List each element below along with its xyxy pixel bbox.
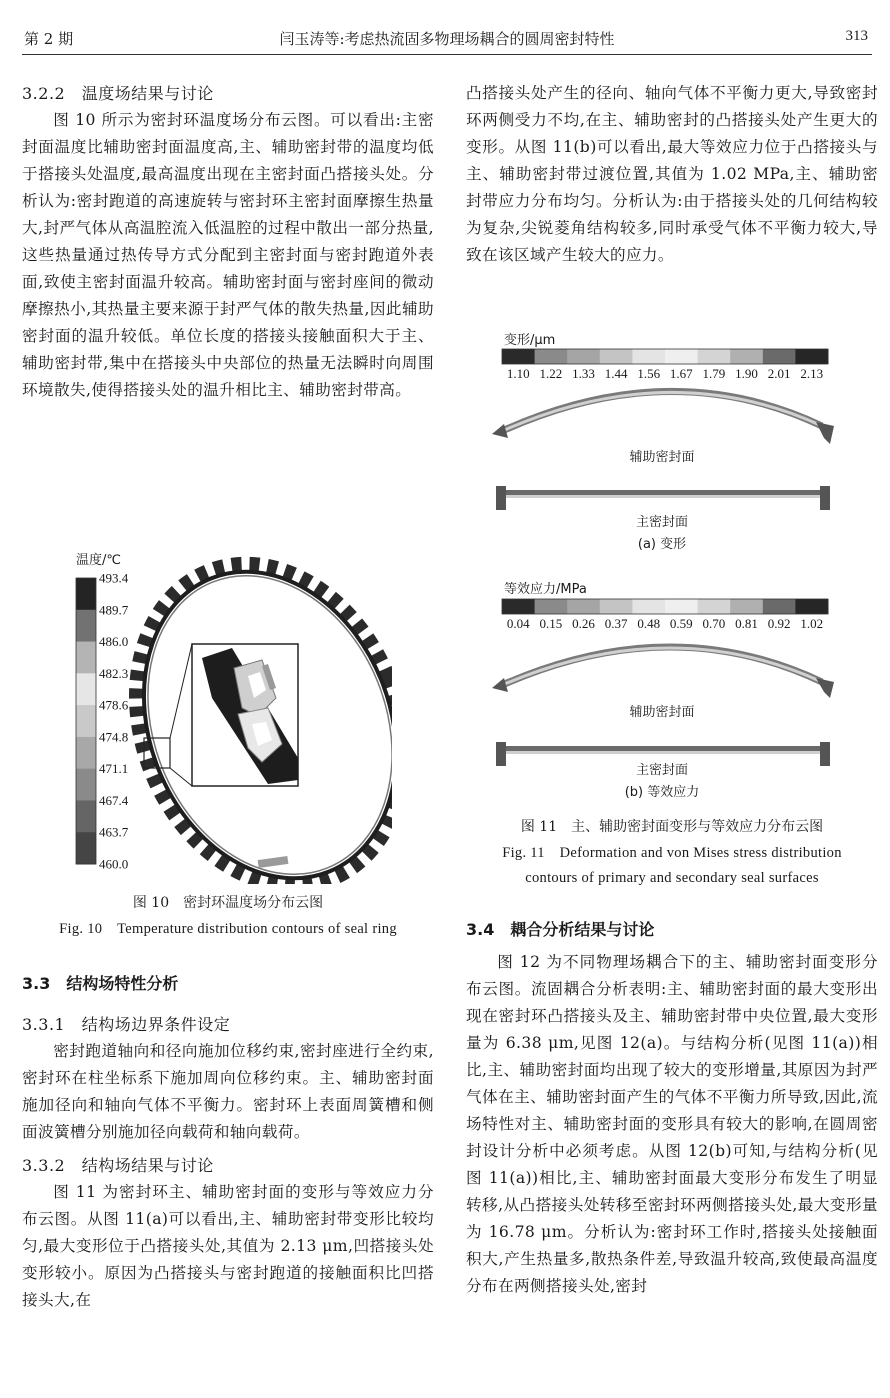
fig10-colorbar-segment [76, 737, 96, 769]
fig11a-subcaption: (a) 变形 [637, 537, 687, 552]
header-rule [22, 54, 872, 55]
fig11-tick-label: 0.59 [669, 616, 693, 631]
fig10-detail-inset [192, 644, 298, 786]
paragraph-structure-results: 图 11 为密封环主、辅助密封面的变形与等效应力分布云图。从图 11(a)可以看出,主、辅助密封带变形比较均匀,最大变形位于凸搭接头处,其值为 2.13 μm,凹搭接头处变形较小。原因为凸搭接头与密封跑道的接触面积比凹搭接头大,在 [22, 1183, 434, 1309]
fig11-tick-label: 0.04 [506, 616, 530, 631]
left-column-lower [22, 970, 434, 1314]
fig11-colorbar-segment [665, 599, 698, 614]
section-3-2-2-heading: 3.2.2 温度场结果与讨论 [22, 84, 214, 103]
fig10-tick-label: 493.4 [99, 570, 129, 586]
section-3-3-heading: 3.3 结构场特性分析 [22, 974, 179, 993]
fig10-tick-label: 460.0 [99, 856, 129, 872]
figure-11-captions [466, 816, 878, 891]
fig11-tick-label: 1.44 [604, 366, 628, 381]
fig10-tick-label: 486.0 [99, 634, 129, 650]
fig11-colorbar-segment [763, 349, 796, 364]
fig11a-main-label: 主密封面 [635, 515, 689, 530]
fig11a-colorbar [502, 349, 829, 364]
fig11-tick-label: 2.01 [767, 366, 791, 381]
paragraph-temperature-discussion: 图 10 所示为密封环温度场分布云图。可以看出:主密封面温度比辅助密封面温度高,主、辅助密封带的温度均低于搭接头处温度,最高温度出现在主密封面凸搭接头处。分析认为:密封跑道的高速旋转与密封环主密封面摩擦生热量大,封严气体从高温腔流入低温腔的过程中散出一部分热量,这些热量通过热传导方式分配到主密封面与密封跑道外表面,致使主密封面温升较高。辅助密封面与密封座间的微动摩擦热小,其热量主要来源于封严气体的散失热量,因此辅助密封面的温升较低。单位长度的搭接头接触面积大于主、辅助密封带,集中在搭接头中央部位的热量无法瞬时向周围环境散失,使得搭接头处的温升相比主、辅助密封带高。 [22, 111, 434, 399]
running-title: 闫玉涛等:考虑热流固多物理场耦合的圆周密封特性 [279, 30, 615, 48]
fig10-tick-label: 471.1 [99, 761, 129, 777]
fig10-caption-cn: 图 10 密封环温度场分布云图 [132, 895, 324, 911]
fig10-tick-label: 478.6 [99, 697, 129, 713]
fig10-tick-labels [99, 571, 129, 872]
fig11-caption-en-line2: contours of primary and secondary seal surfaces [525, 870, 819, 886]
fig11-tick-label: 1.56 [637, 366, 661, 381]
section-3-3-1-heading: 3.3.1 结构场边界条件设定 [22, 1015, 231, 1034]
right-column [466, 80, 878, 269]
section-3-4-heading: 3.4 耦合分析结果与讨论 [466, 920, 655, 939]
figure-11 [482, 326, 858, 806]
fig11a-main-surface [496, 486, 830, 510]
fig11-tick-label: 0.37 [604, 616, 628, 631]
fig10-colorbar-segment [76, 705, 96, 737]
fig10-tick-label: 474.8 [99, 729, 129, 745]
fig10-colorbar-segment [76, 642, 96, 674]
fig10-colorbar-segment [76, 800, 96, 832]
fig11-tick-label: 0.26 [572, 616, 595, 631]
fig10-caption-en: Fig. 10 Temperature distribution contours of seal ring [59, 921, 397, 937]
fig11-tick-label: 0.15 [539, 616, 563, 631]
fig11-tick-label: 2.13 [800, 366, 824, 381]
fig11a-tick-labels [507, 366, 823, 381]
fig11-caption-cn: 图 11 主、辅助密封面变形与等效应力分布云图 [520, 819, 824, 835]
fig11b-auxiliary-surface [492, 647, 834, 698]
fig11a-aux-label: 辅助密封面 [629, 450, 695, 465]
fig11-colorbar-segment [600, 599, 633, 614]
fig11-tick-label: 1.22 [539, 366, 563, 381]
fig11-colorbar-segment [502, 599, 535, 614]
fig10-colorbar-segment [76, 610, 96, 642]
fig11-colorbar-segment [567, 349, 600, 364]
fig10-tick-label: 489.7 [99, 602, 129, 618]
fig11-colorbar-segment [730, 599, 763, 614]
fig11-colorbar-segment [795, 349, 828, 364]
figure-10-captions [22, 892, 434, 942]
fig10-colorbar-segment [76, 673, 96, 705]
fig11b-tick-labels [507, 616, 823, 631]
fig11-colorbar-segment [795, 599, 828, 614]
issue-number: 第 2 期 [24, 30, 74, 48]
page-number: 313 [845, 28, 868, 44]
fig11-colorbar-segment [730, 349, 763, 364]
fig11-tick-label: 1.90 [735, 366, 758, 381]
fig11-tick-label: 0.48 [637, 616, 661, 631]
fig11-colorbar-segment [600, 349, 633, 364]
fig11-colorbar-segment [502, 349, 535, 364]
fig10-colorbar [76, 578, 96, 865]
left-column [22, 80, 434, 404]
fig11-colorbar-segment [535, 599, 568, 614]
fig11-colorbar-segment [632, 349, 665, 364]
fig11-colorbar-segment [698, 349, 731, 364]
fig10-tick-label: 467.4 [99, 792, 129, 808]
fig11-tick-label: 1.33 [572, 366, 595, 381]
fig11b-legend-title: 等效应力/MPa [504, 582, 587, 597]
paragraph-coupled-analysis: 图 12 为不同物理场耦合下的主、辅助密封面变形分布云图。流固耦合分析表明:主、辅助密封面的最大变形出现在密封环凸搭接头及主、辅助密封带中央位置,最大变形量为 6.38 μm,见图 12(a)。与结构分析(见图 11(a))相比,主、辅助密封面均出现了较大的变形增量,其原因为封严气体在主、辅助密封面产生的气体不平衡力所导致,因此,流场特性对主、辅助密封面的变形具有较大的影响,在圆周密封设计分析中必须考虑。从图 12(b)可知,与结构分析(见图 11(a))相比,主、辅助密封面最大变形分布发生了明显转移,从凸搭接头处转移至密封环两侧搭接头处,最大变形量为 16.78 μm。分析认为:密封环工作时,搭接头处接触面积大,产生热量多,散热条件差,导致温升较高,致使最高温度分布在两侧搭接头处,密封 [466, 953, 878, 1295]
right-column-lower [466, 916, 878, 1300]
fig10-tick-label: 463.7 [99, 824, 129, 840]
fig11-colorbar-segment [632, 599, 665, 614]
fig11-caption-en-line1: Fig. 11 Deformation and von Mises stress distribution [502, 845, 842, 861]
paragraph-structure-continued: 凸搭接头处产生的径向、轴向气体不平衡力更大,导致密封环两侧受力不均,在主、辅助密封的凸搭接头处产生更大的变形。从图 11(b)可以看出,最大等效应力位于凸搭接头与主、辅助密封带过渡位置,其值为 1.02 MPa,主、辅助密封带应力分布均匀。分析认为:由于搭接头处的几何结构较为复杂,尖锐菱角结构较多,同时承受气体不平衡力较大,导致在该区域产生较大的应力。 [466, 84, 878, 264]
fig11b-subcaption: (b) 等效应力 [624, 785, 700, 800]
fig10-tick-label: 482.3 [99, 665, 129, 681]
fig11-colorbar-segment [535, 349, 568, 364]
fig11-tick-label: 0.81 [735, 616, 758, 631]
section-3-3-2-heading: 3.3.2 结构场结果与讨论 [22, 1156, 214, 1175]
fig11b-colorbar [502, 599, 829, 614]
fig11-colorbar-segment [665, 349, 698, 364]
fig11b-main-label: 主密封面 [635, 763, 689, 778]
fig11b-aux-label: 辅助密封面 [629, 705, 695, 720]
paragraph-boundary-conditions: 密封跑道轴向和径向施加位移约束,密封座进行全约束,密封环在柱坐标系下施加周向位移约束。主、辅助密封面施加径向和轴向气体不平衡力。密封环上表面周簧槽和侧面波簧槽分别施加径向载荷和轴向载荷。 [22, 1042, 434, 1141]
fig11-tick-label: 1.67 [669, 366, 693, 381]
fig11-tick-label: 1.10 [506, 366, 530, 381]
figure-10 [62, 548, 392, 884]
fig11a-auxiliary-surface [492, 391, 834, 444]
fig11-tick-label: 1.79 [702, 366, 726, 381]
fig10-colorbar-segment [76, 769, 96, 801]
fig11a-legend-title: 变形/μm [504, 333, 556, 348]
fig11-colorbar-segment [567, 599, 600, 614]
page-header [22, 22, 872, 52]
fig11-colorbar-segment [763, 599, 796, 614]
fig11-tick-label: 0.70 [702, 616, 726, 631]
fig11-tick-label: 0.92 [767, 616, 791, 631]
fig10-legend-title: 温度/℃ [76, 553, 121, 568]
fig10-colorbar-segment [76, 578, 96, 610]
fig11-tick-label: 1.02 [800, 616, 824, 631]
fig11-colorbar-segment [698, 599, 731, 614]
fig10-colorbar-segment [76, 832, 96, 864]
